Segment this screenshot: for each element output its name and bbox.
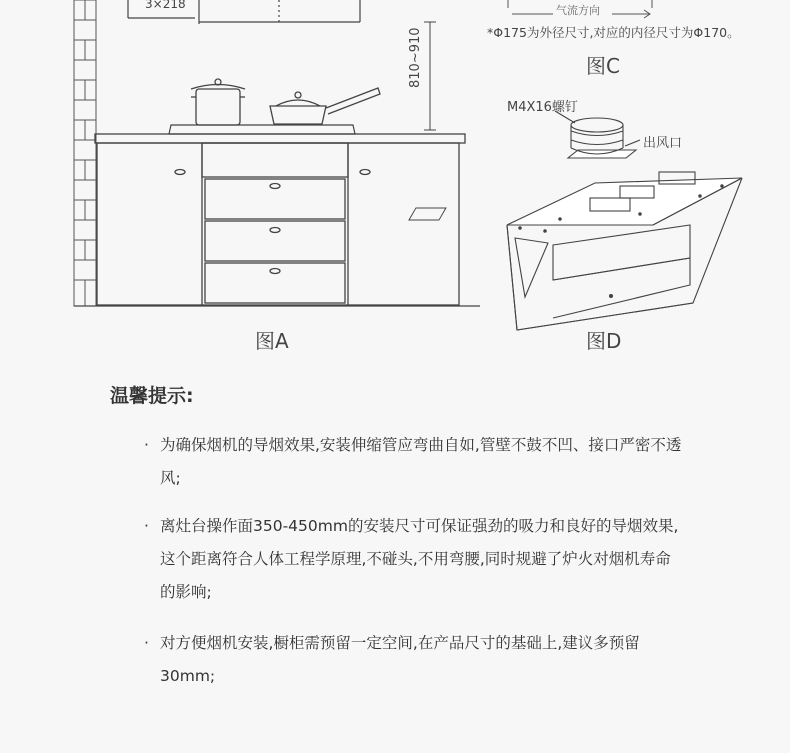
tip-item-1 [144, 429, 684, 495]
airflow-direction-label: 气流方向 [556, 4, 600, 17]
bullet: · [144, 517, 149, 535]
tip-text: 为确保烟机的导烟效果,安装伸缩管应弯曲自如,管壁不鼓不凹、接口严密不透风; [160, 436, 682, 487]
figure-a-height-dimension: 810~910 [408, 27, 423, 88]
countertop [95, 134, 465, 143]
figure-a-caption: 图A [255, 329, 289, 353]
tips-title: 温馨提示: [110, 385, 194, 407]
pot [191, 79, 245, 125]
brick-wall [74, 0, 96, 306]
figure-a-drawing [0, 0, 790, 360]
outlet-label: 出风口 [643, 136, 683, 151]
tip-text: 离灶台操作面350-450mm的安装尺寸可保证强劲的吸力和良好的导烟效果,这个距离符合人体工程学原理,不碰头,不用弯腰,同时规避了炉火对烟机寿命的影响; [160, 517, 679, 601]
tip-item-3 [144, 627, 684, 693]
base-cabinet [97, 143, 459, 305]
tip-item-2 [144, 510, 684, 609]
figure-a-top-dimension: 3×218 [145, 0, 186, 11]
frying-pan [270, 88, 380, 124]
figure-d-caption: 图D [586, 329, 622, 353]
cooktop [169, 125, 355, 134]
height-dimension-line [424, 22, 436, 130]
outlet-flange [555, 111, 640, 158]
bullet: · [144, 436, 149, 454]
diameter-note: *Φ175为外径尺寸,对应的内径尺寸为Φ170。 [487, 25, 740, 40]
screw-label: M4X16螺钉 [507, 100, 578, 115]
bullet: · [144, 634, 149, 652]
tip-text: 对方便烟机安装,橱柜需预留一定空间,在产品尺寸的基础上,建议多预留30mm; [160, 634, 640, 685]
figure-c-caption: 图C [586, 54, 620, 78]
